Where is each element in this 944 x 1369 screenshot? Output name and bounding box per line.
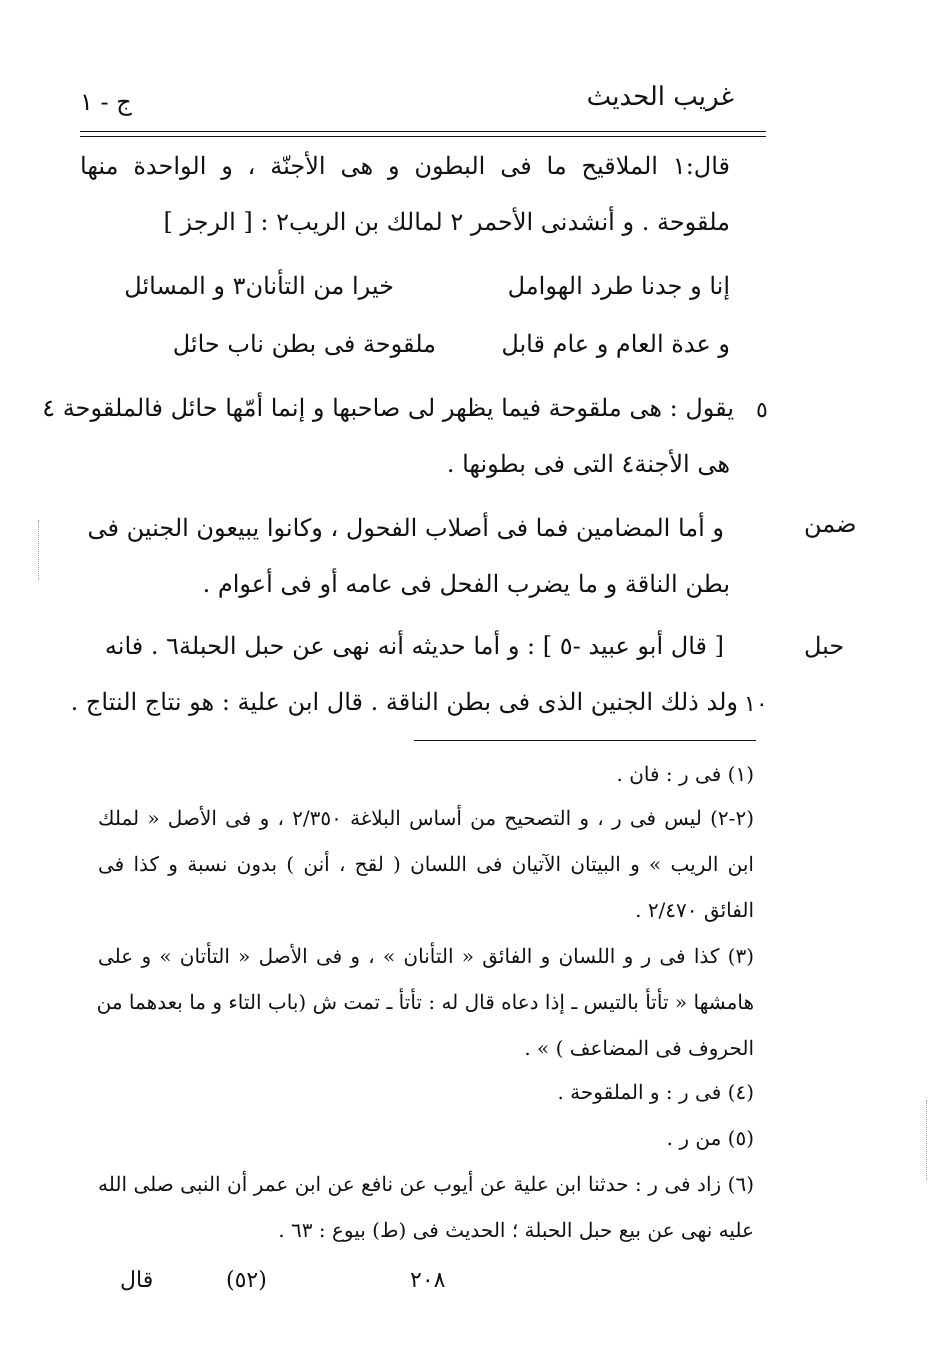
- scan-mark: [38, 520, 39, 580]
- scan-mark: [926, 1100, 927, 1180]
- text-line-10: ولد ذلك الجنين الذى فى بطن الناقة . قال ابن علية : هو نتاج النتاج .: [70, 688, 738, 716]
- footnote-2-line-2: ابن الريب » و البيتان الآتيان فى اللسان ( لقح ، أنن ) بدون نسبة و كذا فى: [98, 852, 754, 876]
- footnote-1: (١) فى ر : فان .: [616, 762, 754, 786]
- text-line-9: [ قال أبو عبيد -٥ ] : و أما حديثه أنه نهى عن حبل الحبلة٦ . فانه: [104, 632, 724, 660]
- footnote-6-line-1: (٦) زاد فى ر : حدثنا ابن علية عن أيوب عن نافع عن ابن عمر أن النبى صلى الله: [98, 1172, 754, 1196]
- footnote-3-line-2: هامشها « تأتأ بالتيس ـ إذا دعاه قال له : تأتأ ـ تمت ش (باب التاء و ما بعدهما من: [96, 990, 754, 1014]
- running-title: غريب الحديث: [586, 82, 734, 112]
- line-number-5: ٥: [756, 398, 768, 423]
- volume-number: ج - ١: [80, 88, 132, 116]
- footnote-6-line-2: عليه نهى عن بيع حبل الحبلة ؛ الحديث فى (ط) بيوع : ٦٣ .: [278, 1218, 754, 1242]
- verse-2-second-hemistich: ملقوحة فى بطن ناب حائل: [172, 330, 436, 358]
- footnote-2-line-1: (٢-٢) ليس فى ر ، و التصحيح من أساس البلاغة ٢/٣٥٠ ، و فى الأصل « لملك: [98, 806, 754, 830]
- page-number: ٢٠٨: [410, 1268, 446, 1293]
- footnote-3-line-1: (٣) كذا فى ر و اللسان و الفائق « التأنان » ، و فى الأصل « التأتان » و على: [98, 944, 754, 968]
- line-number-10: ١٠: [744, 692, 768, 717]
- verse-2-first-hemistich: و عدة العام و عام قابل: [501, 330, 730, 358]
- footnote-rule: [414, 740, 756, 741]
- footnote-2-line-3: الفائق ٢/٤٧٠ .: [635, 898, 754, 922]
- text-line-2: ملقوحة . و أنشدنى الأحمر ٢ لمالك بن الريب٢ : [ الرجز ]: [163, 208, 730, 236]
- text-line-7: و أما المضامين فما فى أصلاب الفحول ، وكانوا يبيعون الجنين فى: [87, 514, 724, 542]
- header-rule: [80, 131, 766, 137]
- signature-mark: (٥٢): [226, 1268, 267, 1293]
- text-line-8: بطن الناقة و ما يضرب الفحل فى عامه أو فى أعوام .: [202, 570, 730, 598]
- text-line-1: قال:١ الملاقيح ما فى البطون و هى الأجنّة ، و الواحدة منها: [80, 152, 730, 180]
- margin-keyword-damn: ضمن: [804, 510, 857, 538]
- footnote-5: (٥) من ر .: [666, 1126, 754, 1150]
- verse-1-first-hemistich: إنا و جدنا طرد الهوامل: [507, 272, 730, 300]
- text-line-6: هى الأجنة٤ التى فى بطونها .: [446, 450, 730, 478]
- footnote-4: (٤) فى ر : و الملقوحة .: [557, 1080, 754, 1104]
- margin-keyword-habl: حبل: [804, 632, 845, 660]
- text-line-5: يقول : هى ملقوحة فيما يظهر لى صاحبها و إنما أمّها حائل فالملقوحة ٤: [42, 394, 734, 422]
- verse-1-second-hemistich: خيرا من التأنان٣ و المسائل: [124, 272, 394, 300]
- catchword: قال: [120, 1268, 154, 1293]
- footnote-3-line-3: الحروف فى المضاعف ) » .: [524, 1036, 754, 1060]
